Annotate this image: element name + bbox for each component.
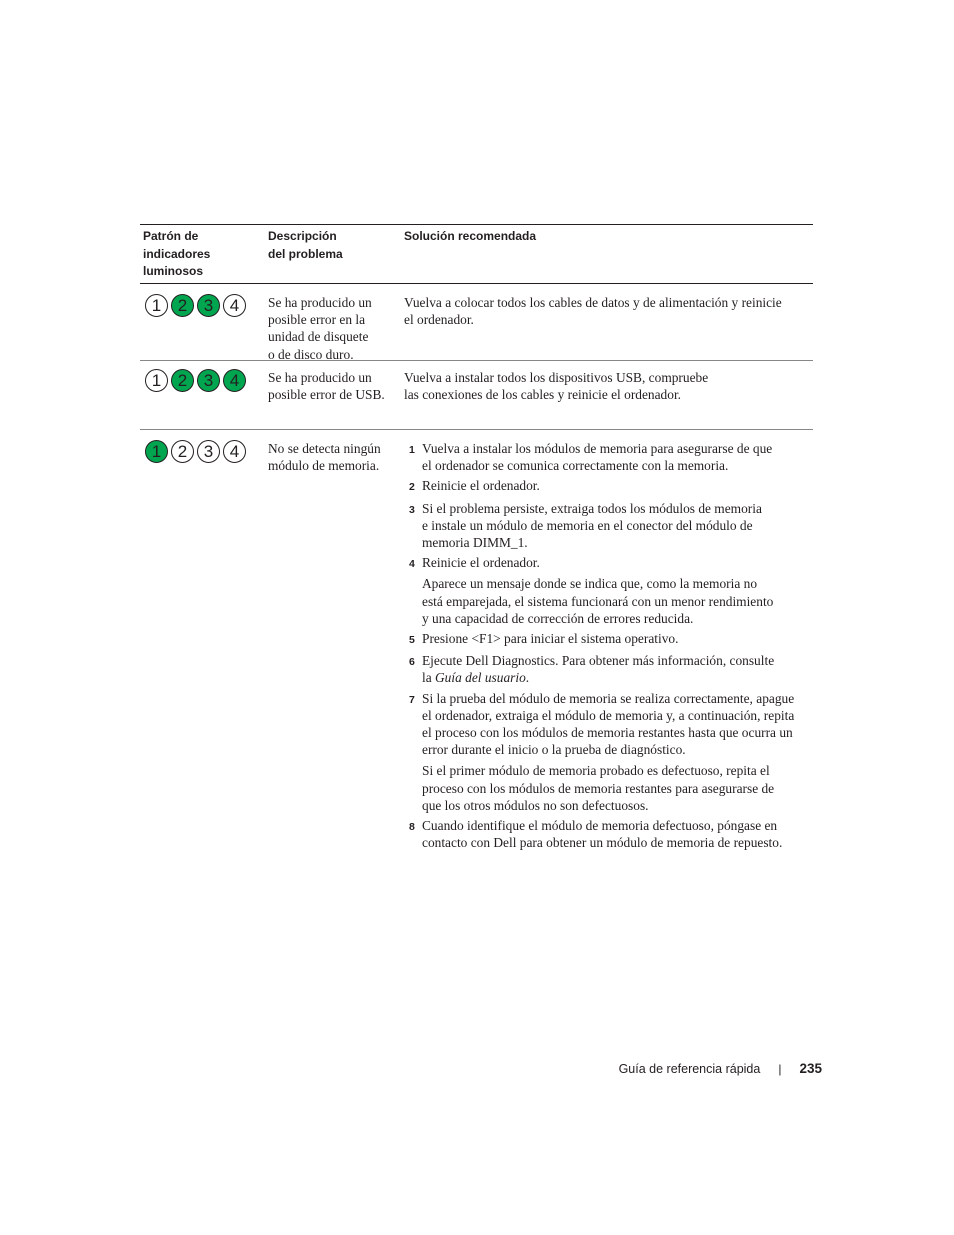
light-pattern [140,294,268,360]
diagnostic-light-3-icon: 3 [197,294,220,317]
step-number: 1 [409,444,415,456]
step-text: Vuelva a instalar los módulos de memoria para asegurarse de que el ordenador se comunica correctamente con la memoria. [422,441,773,474]
step-text-end: . [525,670,530,686]
page-footer [560,1061,822,1076]
step-text: Reinicie el ordenador. [422,555,540,571]
list-item [404,500,813,552]
diagnostic-lights-table [140,224,813,854]
table-row [140,284,813,361]
step-text: Cuando identifique el módulo de memoria defectuoso, póngase en contacto con Dell para obtener un módulo de memoria de repuesto. [422,818,783,851]
problem-description: Se ha producido un posible error de USB. [268,370,385,403]
solution-steps [404,440,813,851]
list-item [404,554,813,627]
step-number: 3 [409,503,415,516]
list-item [404,817,813,851]
header-pattern: Patrón de indicadores luminosos [143,229,211,278]
step-text-lead: Ejecute Dell Diagnostics. Para obtener más información, consulte la [422,653,775,686]
footer-title: Guía de referencia rápida [618,1061,761,1076]
diagnostic-light-2-icon: 2 [171,294,194,317]
page-number: 235 [799,1061,822,1076]
problem-description: No se detecta ningún módulo de memoria. [268,441,381,474]
light-pattern [140,440,268,854]
diagnostic-light-3-icon: 3 [197,440,220,463]
recommended-solution: Vuelva a colocar todos los cables de datos y de alimentación y reinicie el ordenador. [404,295,782,328]
user-guide-reference: Guía del usuario [435,670,526,686]
step-text [422,652,774,686]
step-number: 7 [409,693,415,706]
footer-separator: | [778,1061,782,1076]
diagnostic-light-4-icon: 4 [223,294,246,317]
table-header [140,225,813,284]
problem-description: Se ha producido un posible error en la unidad de disquete o de disco duro. [268,295,372,362]
diagnostic-light-1-icon: 1 [145,440,168,463]
list-item [404,440,813,474]
list-item [404,652,813,686]
step-text: Presione <F1> para iniciar el sistema operativo. [422,631,679,647]
header-description: Descripción del problema [268,229,343,261]
light-pattern-icons [143,369,268,392]
list-item [404,477,813,496]
light-pattern-icons [143,294,268,317]
diagnostic-light-2-icon: 2 [171,440,194,463]
step-number: 4 [409,558,415,571]
recommended-solution: Vuelva a instalar todos los dispositivos USB, compruebe las conexiones de los cables y reinicie el ordenador. [404,370,709,403]
list-item [404,690,813,814]
list-item [404,630,813,649]
step-number: 2 [409,481,415,494]
table-row [140,430,813,854]
recommended-solution [404,440,813,854]
step-number: 5 [409,634,415,647]
light-pattern-icons [143,440,268,463]
light-pattern [140,369,268,429]
diagnostic-light-1-icon: 1 [145,369,168,392]
step-text: Si la prueba del módulo de memoria se realiza correctamente, apague el ordenador, extraiga el módulo de memoria y, a continuación, repita el proceso con los módulos de memoria restantes hasta que ocurra un error durante el inicio o la prueba de diagnóstico. [422,690,795,758]
header-solution: Solución recomendada [404,229,537,243]
diagnostic-light-1-icon: 1 [145,294,168,317]
diagnostic-light-4-icon: 4 [223,440,246,463]
step-number: 6 [409,656,415,669]
step-number: 8 [409,821,415,834]
diagnostic-light-2-icon: 2 [171,369,194,392]
step-text: Si el problema persiste, extraiga todos los módulos de memoria e instale un módulo de memoria en el conector del módulo de memoria DIMM_1. [422,500,762,551]
diagnostic-light-3-icon: 3 [197,369,220,392]
step-note: Aparece un mensaje donde se indica que, como la memoria no está emparejada, el sistema funcionará con un menor rendimiento y una capacidad de corrección de errores reducida. [422,576,774,626]
diagnostic-light-4-icon: 4 [223,369,246,392]
table-row [140,361,813,430]
step-note: Si el primer módulo de memoria probado es defectuoso, repita el proceso con los módulos de memoria restantes para asegurarse de que los otros módulos no son defectuosos. [422,763,775,813]
step-text: Reinicie el ordenador. [422,478,540,494]
